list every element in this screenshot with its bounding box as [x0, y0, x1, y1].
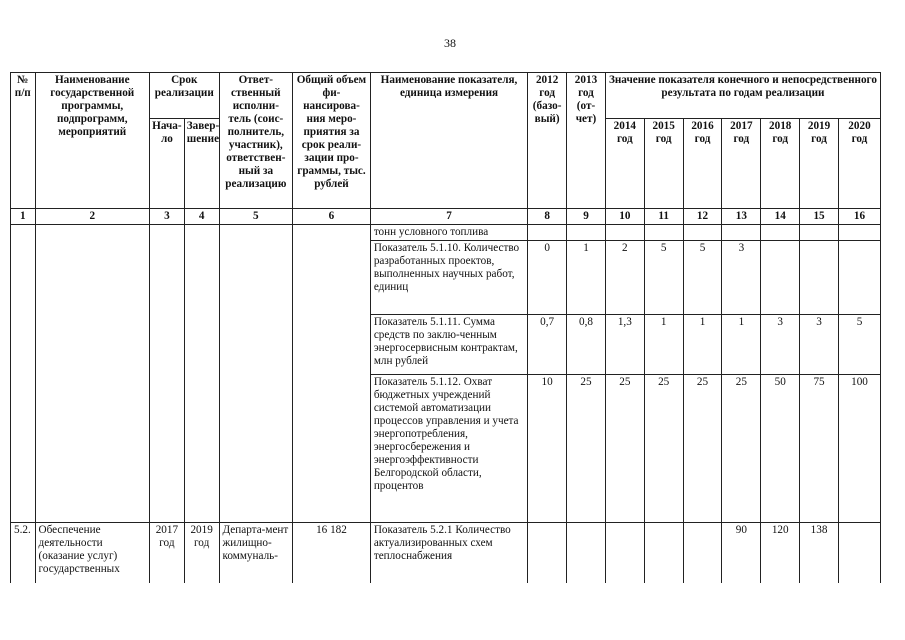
column-number: 13 — [722, 209, 761, 225]
column-number: 12 — [683, 209, 722, 225]
program-name: Обеспечение деятельности (оказание услуг) государственных — [35, 523, 149, 583]
indicator-cell: Показатель 5.1.10. Количество разработанных проектов, выполненных научных работ, единиц — [370, 241, 527, 315]
header-year: 2019 год — [800, 119, 839, 209]
table-row — [11, 225, 881, 241]
value-cell: 1 — [683, 315, 722, 375]
value-cell — [838, 523, 880, 583]
column-number: 8 — [528, 209, 567, 225]
value-cell — [683, 225, 722, 241]
start-year: 2017 год — [150, 523, 185, 583]
value-cell: 25 — [567, 375, 606, 523]
cell-empty — [184, 225, 219, 523]
value-cell: 0,7 — [528, 315, 567, 375]
cell-empty — [11, 225, 36, 523]
column-number: 5 — [219, 209, 293, 225]
value-cell: 1 — [567, 241, 606, 315]
column-number: 1 — [11, 209, 36, 225]
header-year: 2015 год — [644, 119, 683, 209]
value-cell — [644, 523, 683, 583]
value-cell: 25 — [683, 375, 722, 523]
value-cell — [683, 523, 722, 583]
header-indicator: Наименование показателя, единица измерения — [370, 73, 527, 209]
value-cell: 2 — [605, 241, 644, 315]
column-number: 15 — [800, 209, 839, 225]
value-cell — [528, 225, 567, 241]
column-number: 9 — [567, 209, 606, 225]
header-year: 2018 год — [761, 119, 800, 209]
column-number: 7 — [370, 209, 527, 225]
value-cell: 0 — [528, 241, 567, 315]
header-2012: 2012 год (базо-вый) — [528, 73, 567, 209]
cell-empty — [293, 225, 371, 523]
header-year: 2017 год — [722, 119, 761, 209]
value-cell: 120 — [761, 523, 800, 583]
value-cell — [800, 241, 839, 315]
header-end: Завер-шение — [184, 119, 219, 209]
value-cell: 1 — [722, 315, 761, 375]
responsible-executor: Департа-мент жилищно-коммуналь- — [219, 523, 293, 583]
header-year: 2014 год — [605, 119, 644, 209]
column-number: 2 — [35, 209, 149, 225]
column-number: 11 — [644, 209, 683, 225]
value-cell: 138 — [800, 523, 839, 583]
header-start: Нача-ло — [150, 119, 185, 209]
value-cell: 1 — [644, 315, 683, 375]
value-cell — [800, 225, 839, 241]
value-cell — [761, 241, 800, 315]
value-cell: 3 — [761, 315, 800, 375]
header-period: Срок реализации — [150, 73, 220, 119]
value-cell — [605, 523, 644, 583]
header-responsible: Ответ-ственный исполни-тель (соис-полнитель, участник), ответствен-ный за реализацию — [219, 73, 293, 209]
cell-empty — [35, 225, 149, 523]
value-cell: 75 — [800, 375, 839, 523]
value-cell — [605, 225, 644, 241]
indicator-cell: Показатель 5.2.1 Количество актуализированных схем теплоснабжения — [370, 523, 527, 583]
cell-empty — [150, 225, 185, 523]
value-cell: 3 — [722, 241, 761, 315]
header-num: № п/п — [11, 73, 36, 209]
value-cell: 1,3 — [605, 315, 644, 375]
value-cell — [838, 241, 880, 315]
value-cell: 25 — [644, 375, 683, 523]
column-number: 6 — [293, 209, 371, 225]
value-cell — [722, 225, 761, 241]
table-row — [11, 523, 881, 583]
header-volume: Общий объем фи-нансирова-ния меро-приятия за срок реали-зации про-граммы, тыс. рублей — [293, 73, 371, 209]
value-cell — [567, 225, 606, 241]
page-number: 38 — [444, 36, 456, 50]
indicator-cell: тонн условного топлива — [370, 225, 527, 241]
indicator-cell: Показатель 5.1.12. Охват бюджетных учреждений системой автоматизации процессов управления и учета энергопотребления, энергосбережения и энергоэффективности Белгородской области, процентов — [370, 375, 527, 523]
header-year: 2016 год — [683, 119, 722, 209]
indicators-table — [10, 72, 881, 583]
header-name: Наименование государственной программы, подпрограмм, мероприятий — [35, 73, 149, 209]
header-year: 2020 год — [838, 119, 880, 209]
value-cell: 100 — [838, 375, 880, 523]
value-cell: 3 — [800, 315, 839, 375]
value-cell: 0,8 — [567, 315, 606, 375]
cell-empty — [219, 225, 293, 523]
value-cell — [644, 225, 683, 241]
value-cell — [761, 225, 800, 241]
header-values: Значение показателя конечного и непосредственного результата по годам реализации — [605, 73, 880, 119]
value-cell: 5 — [838, 315, 880, 375]
column-number: 14 — [761, 209, 800, 225]
row-number: 5.2. — [11, 523, 36, 583]
value-cell: 5 — [644, 241, 683, 315]
value-cell — [838, 225, 880, 241]
value-cell: 10 — [528, 375, 567, 523]
column-number: 4 — [184, 209, 219, 225]
header-2013: 2013 год (от-чет) — [567, 73, 606, 209]
indicator-cell: Показатель 5.1.11. Сумма средств по заклю-ченным энергосервисным контрактам, млн рублей — [370, 315, 527, 375]
financing-volume: 16 182 — [293, 523, 371, 583]
column-number: 16 — [838, 209, 880, 225]
value-cell: 25 — [605, 375, 644, 523]
value-cell: 50 — [761, 375, 800, 523]
value-cell: 5 — [683, 241, 722, 315]
value-cell — [567, 523, 606, 583]
column-number: 10 — [605, 209, 644, 225]
value-cell: 90 — [722, 523, 761, 583]
end-year: 2019 год — [184, 523, 219, 583]
value-cell: 25 — [722, 375, 761, 523]
value-cell — [528, 523, 567, 583]
column-number: 3 — [150, 209, 185, 225]
